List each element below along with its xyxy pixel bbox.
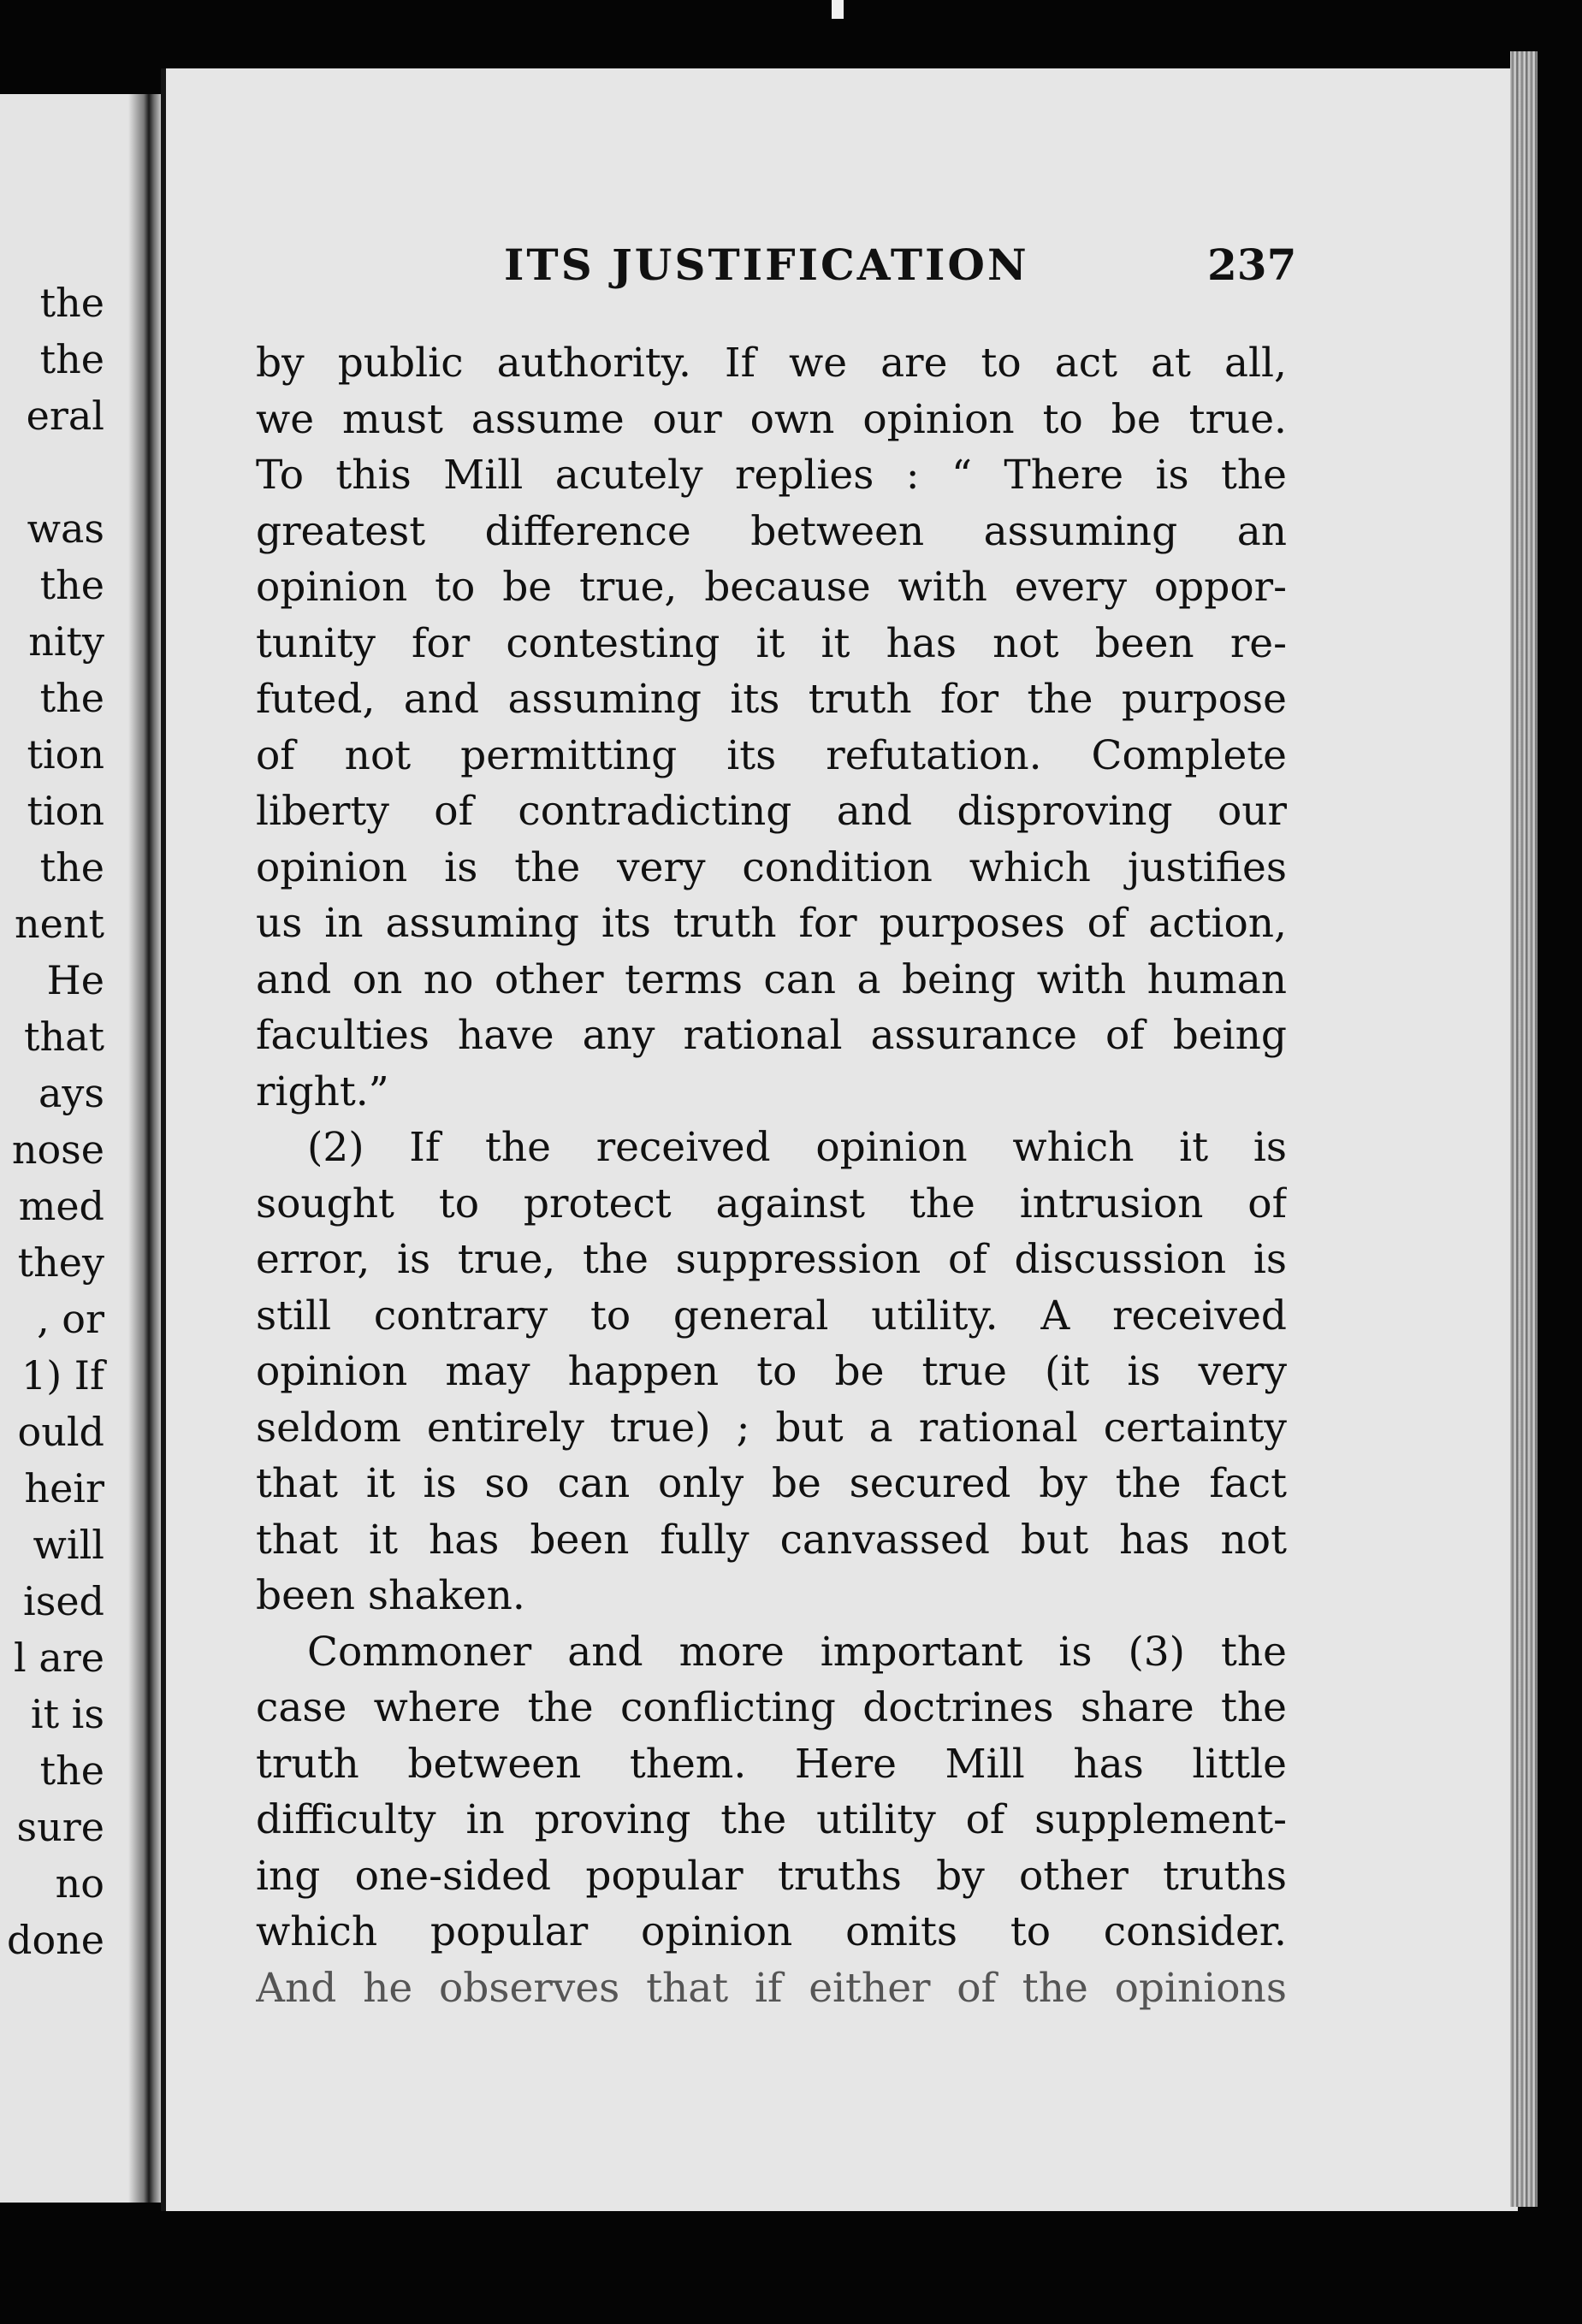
text-line: which popular opinion omits to consider. [256, 1908, 1287, 1955]
text-line: us in assuming its truth for purposes of action, [256, 900, 1287, 947]
left-page-fragment: no [55, 1860, 104, 1907]
left-page-fragment: He [46, 957, 104, 1003]
text-line: ing one-sided popular truths by other truths [256, 1852, 1287, 1900]
text-line: difficulty in proving the utility of supplement- [256, 1796, 1287, 1843]
page-number: 237 [1207, 239, 1297, 290]
running-head: ITS JUSTIFICATION [504, 239, 1029, 290]
text-line: greatest difference between assuming an [256, 507, 1287, 555]
left-page-fragment: the [39, 675, 104, 721]
text-line: been shaken. [256, 1572, 525, 1619]
text-line: that it has been fully canvassed but has not [256, 1516, 1287, 1564]
page-edges [1510, 51, 1538, 2207]
text-line: faculties have any rational assurance of being [256, 1012, 1287, 1059]
text-line: liberty of contradicting and disproving our [256, 788, 1287, 835]
left-page-fragment: l are [14, 1635, 104, 1681]
left-page-fragment: nity [28, 618, 104, 665]
left-page-fragment: tion [27, 731, 104, 778]
left-page-fragment: med [18, 1183, 104, 1229]
text-line: tunity for contesting it it has not been re- [256, 619, 1287, 667]
left-page-fragment: was [27, 506, 104, 552]
left-page-fragment: done [7, 1917, 104, 1963]
text-line: To this Mill acutely replies : “ There is the [256, 452, 1287, 499]
left-page-fragment: the [39, 336, 104, 382]
text-line: by public authority. If we are to act at all, [256, 340, 1287, 387]
left-page-fragment: they [17, 1239, 104, 1286]
left-page-fragment: it is [30, 1691, 104, 1737]
left-page-fragment: ould [17, 1409, 104, 1455]
book-gutter [128, 94, 163, 2203]
text-line: still contrary to general utility. A received [256, 1292, 1287, 1339]
left-page-fragment: will [33, 1522, 104, 1568]
text-line: futed, and assuming its truth for the purpose [256, 676, 1287, 723]
left-page-fragment: the [39, 844, 104, 890]
scan-mark [832, 0, 844, 19]
left-page-fragment: heir [24, 1465, 104, 1511]
left-page-fragment: , or [37, 1296, 104, 1342]
left-page-fragment: nent [15, 901, 104, 947]
text-line: case where the conflicting doctrines share the [256, 1684, 1287, 1731]
paragraph-start-line: (2) If the received opinion which it is [307, 1124, 1287, 1171]
left-page-fragment: sure [16, 1804, 104, 1850]
book-page [161, 68, 1518, 2211]
text-line: that it is so can only be secured by the fact [256, 1460, 1287, 1507]
text-line: opinion is the very condition which justifies [256, 843, 1287, 891]
text-line: of not permitting its refutation. Complete [256, 731, 1287, 779]
left-page-fragment: ays [38, 1070, 104, 1116]
left-page-fragment: the [39, 280, 104, 326]
text-line: And he observes that if either of the opinions [256, 1964, 1287, 2012]
text-line: sought to protect against the intrusion of [256, 1180, 1287, 1227]
left-page-fragment: nose [11, 1127, 104, 1173]
left-page-fragment: that [23, 1014, 104, 1060]
left-page-fragment: eral [26, 393, 104, 439]
text-line: and on no other terms can a being with human [256, 955, 1287, 1003]
text-line: right.” [256, 1067, 389, 1115]
text-line: we must assume our own opinion to be true. [256, 395, 1287, 443]
text-line: seldom entirely true) ; but a rational certainty [256, 1404, 1287, 1452]
page-body [256, 335, 1287, 2016]
left-page-fragment: the [39, 1747, 104, 1794]
text-line: opinion to be true, because with every oppor- [256, 564, 1287, 611]
page-header [166, 239, 1518, 299]
left-page-fragment: 1) If [21, 1352, 104, 1399]
left-page-fragment: ised [23, 1578, 104, 1624]
text-line: error, is true, the suppression of discussion is [256, 1236, 1287, 1283]
text-line: opinion may happen to be true (it is very [256, 1348, 1287, 1395]
left-page-fragment: the [39, 562, 104, 608]
text-line: truth between them. Here Mill has little [256, 1740, 1287, 1788]
left-page-fragment: tion [27, 788, 104, 834]
paragraph-start-line: Commoner and more important is (3) the [307, 1628, 1287, 1676]
